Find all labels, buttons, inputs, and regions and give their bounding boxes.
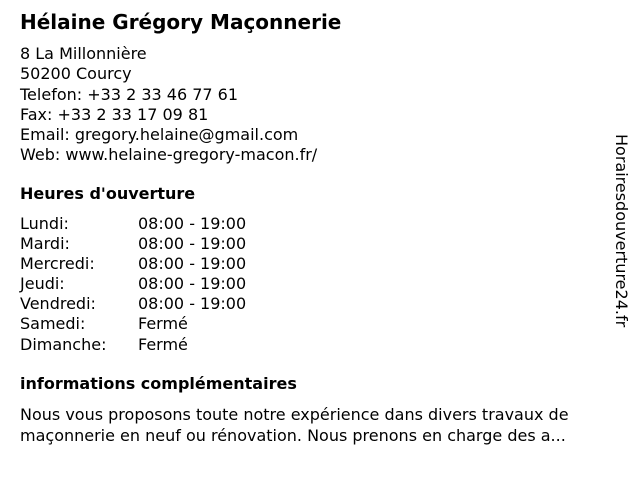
hours-row-thursday [20,274,246,294]
description-line-2: maçonnerie en neuf ou rénovation. Nous prenons en charge des a... [20,426,566,445]
day-hours: 08:00 - 19:00 [138,214,247,233]
address-line-1: 8 La Millonnière [20,44,147,63]
hours-row-wednesday [20,254,246,274]
phone-number: Telefon: +33 2 33 46 77 61 [20,84,239,104]
day-label: Samedi: [20,314,86,334]
hours-row-sunday [20,335,246,355]
opening-hours-heading: Heures d'ouverture [20,184,196,203]
email-address: Email: gregory.helaine@gmail.com [20,125,299,145]
additional-info-heading: informations complémentaires [20,374,297,393]
hours-row-monday [20,214,246,234]
fax-number: Fax: +33 2 33 17 09 81 [20,104,209,124]
day-label: Lundi: [20,214,69,233]
day-hours: Fermé [138,314,188,334]
day-label: Mercredi: [20,254,95,274]
business-name: Hélaine Grégory Maçonnerie [20,10,342,34]
hours-row-tuesday [20,234,246,254]
address-line-2: 50200 Courcy [20,64,132,84]
opening-hours-table [20,214,246,355]
day-label: Mardi: [20,234,70,254]
day-hours: Fermé [138,334,188,354]
day-label: Jeudi: [20,274,65,294]
site-watermark: Horairesdouverture24.fr [612,134,631,328]
description-line-1: Nous vous proposons toute notre expérience dans divers travaux de [20,405,569,424]
day-label: Vendredi: [20,294,96,314]
day-hours: 08:00 - 19:00 [138,294,247,314]
contact-block [20,44,317,166]
hours-row-saturday [20,314,246,334]
additional-info-text [20,404,620,446]
day-hours: 08:00 - 19:00 [138,274,247,294]
hours-row-friday [20,294,246,314]
website-url: Web: www.helaine-gregory-macon.fr/ [20,145,318,165]
day-label: Dimanche: [20,334,107,354]
day-hours: 08:00 - 19:00 [138,254,247,274]
day-hours: 08:00 - 19:00 [138,234,247,254]
